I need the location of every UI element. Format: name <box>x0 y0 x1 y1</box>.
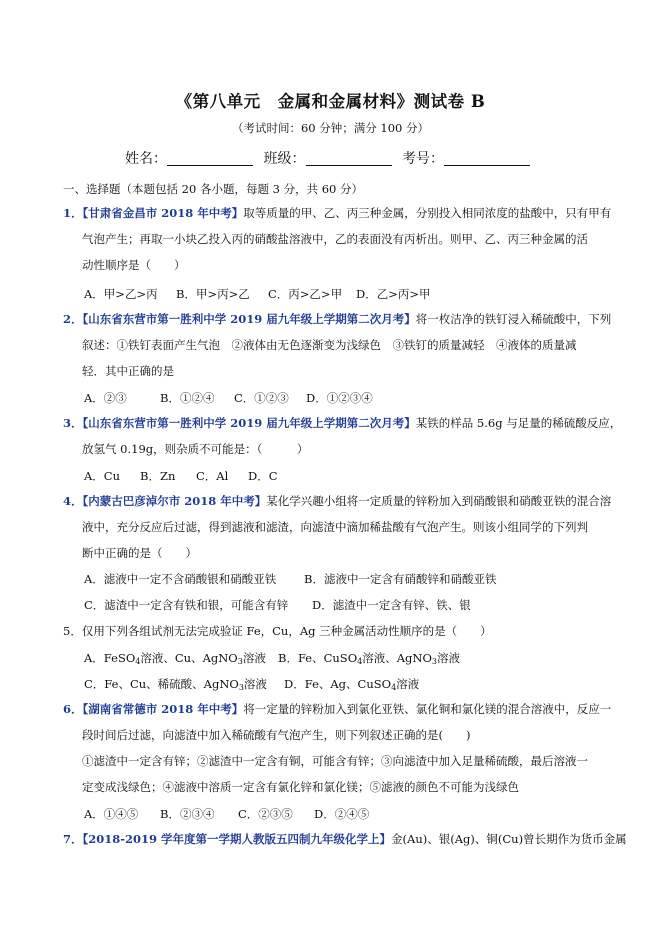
option-d: D．②④⑤ <box>314 807 370 821</box>
question-source: 【内蒙古巴彦淖尔市 2018 年中考】 <box>82 494 267 508</box>
class-field[interactable] <box>306 151 392 166</box>
id-label: 考号： <box>401 151 444 167</box>
question-4-line-1 <box>63 493 611 509</box>
question-text: 仅用下列各组试剂无法完成验证 Fe，Cu，Ag 三种金属活动性顺序的是（ ） <box>81 624 492 638</box>
question-text: 放氢气 0.19g，则杂质不可能是：（ ） <box>82 442 309 456</box>
question-number: 1． <box>63 206 83 220</box>
question-7-line-1 <box>63 831 627 847</box>
option-d: D．乙>丙>甲 <box>356 287 431 301</box>
option-b: B．Fe、CuSO$_4$溶液、AgNO$_3$溶液 <box>278 651 460 666</box>
option-b: B．①②④ <box>160 391 215 405</box>
option-c: C．滤渣中一定含有铁和银，可能含有锌 <box>84 598 289 612</box>
option-d: D．Fe、Ag、CuSO$_4$溶液 <box>284 677 420 692</box>
question-text: 动性顺序是（ ） <box>82 258 186 272</box>
option-c: C．Al <box>196 469 229 483</box>
option-b: B．滤液中一定含有硝酸锌和硝酸亚铁 <box>304 572 497 586</box>
exam-subtitle: （考试时间：60 分钟；满分 100 分） <box>231 121 430 135</box>
question-5-line-1 <box>63 623 492 639</box>
question-text: 将一枚洁净的铁钉浸入稀硫酸中，下列 <box>415 312 612 326</box>
option-b: B．②③④ <box>160 807 215 821</box>
option-c: C．丙>乙>甲 <box>268 287 343 301</box>
question-text: 金(Au)、银(Ag)、铜(Cu)曾长期作为货币金属 <box>391 832 627 846</box>
question-source: 【湖南省常德市 2018 年中考】 <box>82 702 244 716</box>
option-c: C．②③⑤ <box>238 807 293 821</box>
question-source: 【山东省东营市第一胜利中学 2019 届九年级上学期第二次月考】 <box>82 312 416 326</box>
option-a: A．滤液中一定不含硝酸银和硝酸亚铁 <box>84 572 277 586</box>
option-b: B．Zn <box>140 469 176 483</box>
question-number: 6． <box>63 702 83 716</box>
question-text: 某化学兴趣小组将一定质量的锌粉加入到硝酸银和硝酸亚铁的混合溶 <box>266 494 612 508</box>
page-title: 《第八单元 金属和金属材料》测试卷 B <box>175 92 486 111</box>
question-text: 定变成浅绿色；④滤液中溶质一定含有氯化锌和氯化镁；⑤滤液的颜色不可能为浅绿色 <box>82 780 519 794</box>
question-6-line-1 <box>63 701 611 717</box>
question-2-line-1 <box>63 311 611 327</box>
question-number: 4． <box>63 494 83 508</box>
option-c: C．①②③ <box>234 391 289 405</box>
question-number: 2． <box>63 312 83 326</box>
question-number: 3． <box>63 416 83 430</box>
option-d: D．①②③④ <box>306 391 373 405</box>
student-info-row <box>0 148 661 168</box>
question-3-line-1 <box>63 415 621 431</box>
option-c: C．Fe、Cu、稀硫酸、AgNO$_3$溶液 <box>84 677 267 692</box>
section-heading: 一、选择题（本题包括 20 各小题，每题 3 分，共 60 分） <box>63 182 364 196</box>
id-field[interactable] <box>444 151 530 166</box>
question-text: 轻．其中正确的是 <box>82 364 174 378</box>
option-d: D．C <box>248 469 278 483</box>
question-number: 7． <box>63 832 83 846</box>
class-label: 班级： <box>263 151 306 167</box>
question-text: 断中正确的是（ ） <box>82 546 197 560</box>
question-source: 【甘肃省金昌市 2018 年中考】 <box>82 206 244 220</box>
option-a: A．FeSO$_4$溶液、Cu、AgNO$_3$溶液 <box>84 651 266 666</box>
option-d: D．滤渣中一定含有锌、铁、银 <box>312 598 471 612</box>
question-number: 5． <box>63 624 82 638</box>
question-text: 气泡产生；再取一小块乙投入丙的硝酸盐溶液中，乙的表面没有丙析出。则甲、乙、丙三种金属的活 <box>82 232 588 246</box>
question-text: 叙述：①铁钉表面产生气泡 ②液体由无色逐渐变为浅绿色 ③铁钉的质量减轻 ④液体的质量减 <box>82 338 577 352</box>
option-b: B．甲>丙>乙 <box>176 287 250 301</box>
option-a: A．②③ <box>84 391 127 405</box>
question-source: 【山东省东营市第一胜利中学 2019 届九年级上学期第二次月考】 <box>82 416 416 430</box>
option-a: A．甲>乙>丙 <box>84 287 158 301</box>
question-text: 液中，充分反应后过滤，得到滤液和滤渣，向滤渣中滴加稀盐酸有气泡产生。则该小组同学的下列判 <box>82 520 588 534</box>
question-text: 段时间后过滤，向滤渣中加入稀硫酸有气泡产生，则下列叙述正确的是( ) <box>82 728 471 742</box>
question-1-line-1 <box>63 205 611 221</box>
option-a: A．①④⑤ <box>84 807 139 821</box>
question-text: 将一定量的锌粉加入到氯化亚铁、氯化铜和氯化镁的混合溶液中，反应一 <box>243 702 612 716</box>
name-field[interactable] <box>167 151 253 166</box>
question-text: 取等质量的甲、乙、丙三种金属，分别投入相同浓度的盐酸中，只有甲有 <box>243 206 612 220</box>
question-source: 【2018-2019 学年度第一学期人教版五四制九年级化学上】 <box>82 832 392 846</box>
name-label: 姓名： <box>125 151 168 167</box>
question-text: ①滤渣中一定含有锌；②滤渣中一定含有铜，可能含有锌；③向滤渣中加入足量稀硫酸，最后溶液一 <box>82 754 588 768</box>
question-text: 某铁的样品 5.6g 与足量的稀硫酸反应， <box>415 416 622 430</box>
option-a: A．Cu <box>84 469 121 483</box>
